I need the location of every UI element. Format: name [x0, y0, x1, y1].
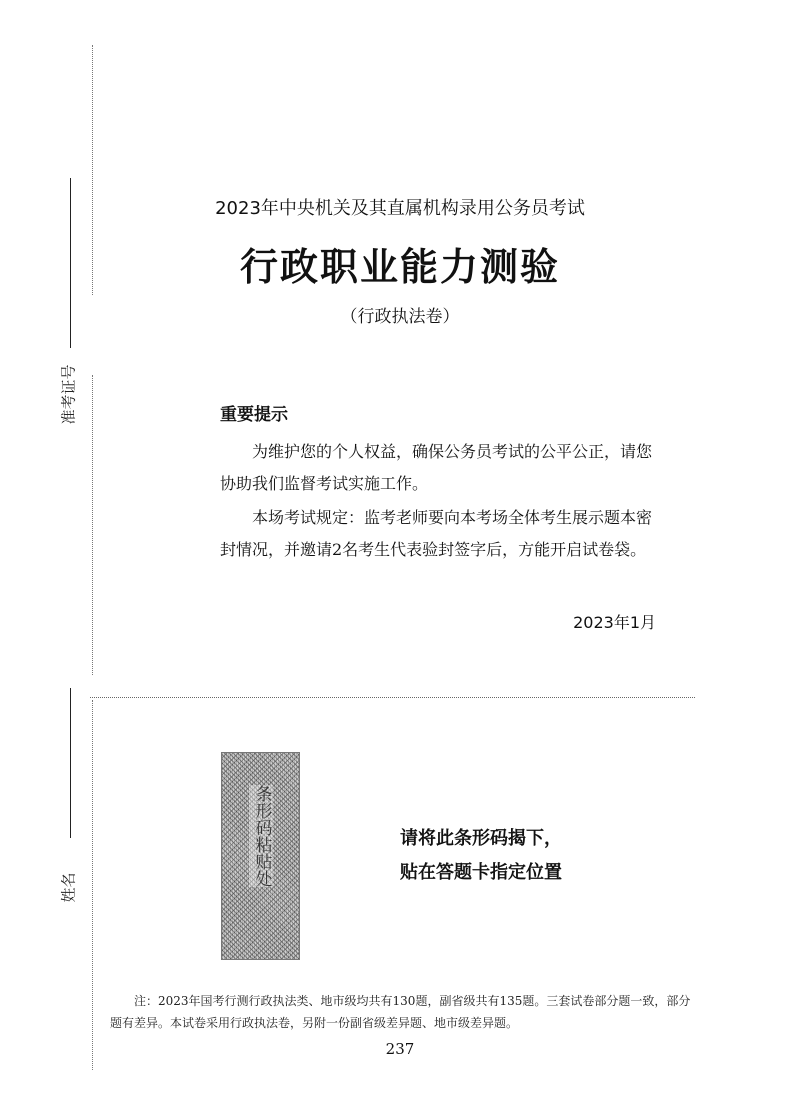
- exam-number-write-line: [70, 178, 71, 348]
- notice-paragraph-1: 为维护您的个人权益，确保公务员考试的公平公正，请您协助我们监督考试实施工作。: [220, 442, 653, 493]
- paper-type-subtitle: （行政执法卷）: [340, 307, 460, 327]
- notice-paragraph-2: 本场考试规定：监考老师要向本考场全体考生展示题本密封情况，并邀请2名考生代表验封签字后，方能开启试卷袋。: [220, 508, 653, 559]
- notice-date: 2023年1月: [573, 613, 656, 632]
- margin-dotted-line-top: [92, 45, 93, 295]
- barcode-label: 条形码粘贴处: [249, 785, 273, 887]
- barcode-instruction: [400, 822, 562, 890]
- margin-dotted-line-bottom: [92, 700, 93, 1070]
- name-label: 姓名: [59, 872, 78, 903]
- exam-title-line: 2023年中央机关及其直属机构录用公务员考试: [215, 198, 585, 219]
- page-title: 行政职业能力测验: [239, 244, 560, 289]
- barcode-instruction-line-1: 请将此条形码揭下，: [400, 828, 562, 849]
- barcode-instruction-line-2: 贴在答题卡指定位置: [400, 862, 562, 883]
- name-write-line: [70, 688, 71, 838]
- notice-heading: 重要提示: [220, 405, 288, 425]
- margin-dotted-line-middle: [92, 375, 93, 675]
- page-number: 237: [385, 1040, 415, 1058]
- exam-number-label: 准考证号: [59, 364, 78, 425]
- footnote: 注：2023年国考行测行政执法类、地市级均共有130题，副省级共有135题。三套试卷部分题一致，部分题有差异。本试卷采用行政执法卷，另附一份副省级差异题、地市级差异题。: [110, 994, 691, 1030]
- tear-off-line: [90, 697, 695, 698]
- barcode-sticker: [221, 752, 300, 960]
